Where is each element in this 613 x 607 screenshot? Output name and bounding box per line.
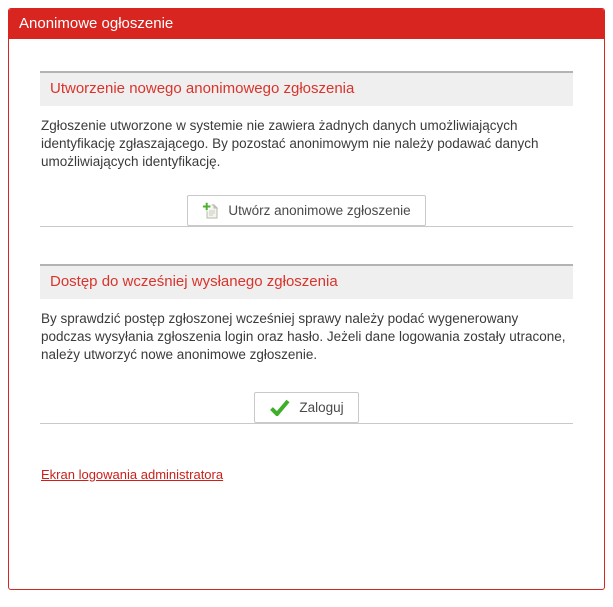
section-title: Utworzenie nowego anonimowego zgłoszenia: [50, 80, 355, 97]
app-window: [8, 8, 605, 590]
main-content: [9, 39, 604, 514]
section-divider: [40, 226, 573, 227]
create-report-button-label: Utwórz anonimowe zgłoszenie: [228, 203, 411, 218]
create-report-button[interactable]: [187, 195, 425, 226]
login-button[interactable]: [254, 392, 358, 423]
checkmark-icon: [269, 399, 290, 416]
section-header: [40, 71, 573, 106]
section-body-text: By sprawdzić postęp zgłoszonej wcześniej sprawy należy podać wygenerowany podczas wysyłania zgłoszenia login oraz hasło. Jeżeli dane logowania zostały utracone, należy utworzyć nowe anonimowe zgłoszenie.: [41, 311, 566, 362]
admin-login-link[interactable]: Ekran logowania administratora: [41, 467, 224, 482]
button-row: [40, 392, 573, 423]
section-body-text: Zgłoszenie utworzone w systemie nie zawiera żadnych danych umożliwiających identyfikację zgłaszającego. By pozostać anonimowym nie należy podawać danych umożliwiających identyfikację.: [41, 118, 539, 169]
section-access-report: [40, 264, 573, 424]
footer-links: [41, 466, 572, 514]
section-title: Dostęp do wcześniej wysłanego zgłoszenia: [50, 273, 338, 290]
page-title: Anonimowe ogłoszenie: [9, 9, 604, 39]
button-row: [40, 195, 573, 226]
login-button-label: Zaloguj: [299, 400, 344, 415]
section-divider: [40, 423, 573, 424]
new-document-plus-icon: [202, 202, 219, 219]
section-create-report: [40, 71, 573, 227]
section-header: [40, 264, 573, 299]
